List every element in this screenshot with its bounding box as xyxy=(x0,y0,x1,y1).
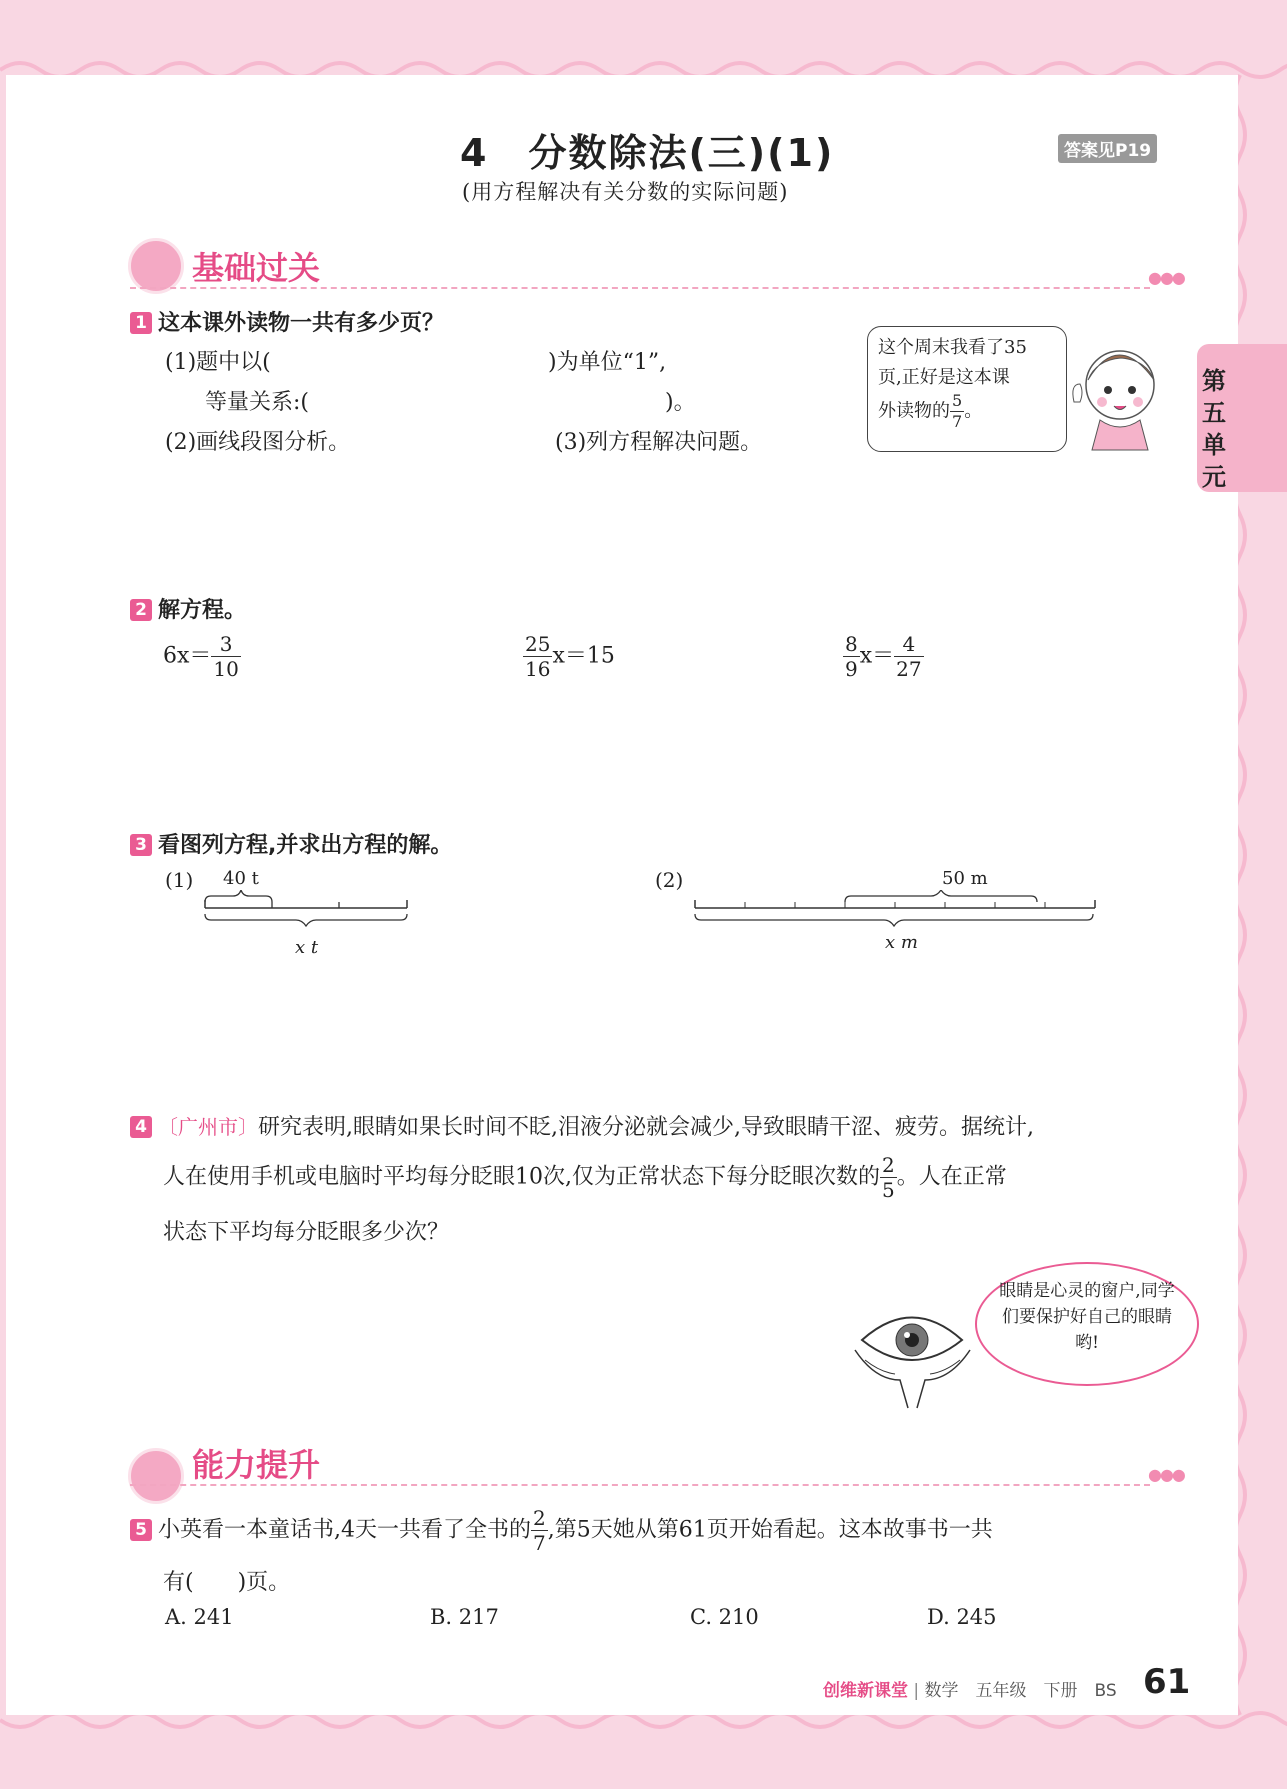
answer-reference-badge: 答案见P19 xyxy=(1058,134,1157,163)
diagram-2-top-label: 50 m xyxy=(942,868,988,889)
page-number: 61 xyxy=(1143,1662,1191,1702)
diagram-1-label: (1) xyxy=(165,868,194,892)
q4-line-2: 人在使用手机或电脑时平均每分眨眼10次,仅为正常状态下每分眨眼次数的 $\frac{2}{5}$ 。人在正常 xyxy=(163,1153,1007,1202)
option-d[interactable]: D. 245 xyxy=(927,1605,997,1629)
section-mascot-icon xyxy=(128,1448,184,1504)
footer-brand: 创维新课堂 xyxy=(823,1681,908,1701)
girl-character-icon xyxy=(1060,340,1175,452)
equation-2: $\frac{25}{16}$ x＝15 xyxy=(525,632,615,681)
bubble-line: 这个周末我看了35 xyxy=(878,337,1027,358)
diagram-1-bottom-label: x t xyxy=(295,937,319,958)
dots-decoration-icon: ●●● xyxy=(1148,268,1184,287)
fraction: $\frac{2}{7}$ xyxy=(533,1506,546,1555)
bubble-line: 页,正好是这本课 xyxy=(878,367,1010,388)
equation-1: 6x＝ $\frac{3}{10}$ xyxy=(163,632,239,681)
footer-book-info: 数学 五年级 下册 BS xyxy=(924,1681,1117,1701)
q1-equal-relation-end: )。 xyxy=(665,390,696,415)
section-divider xyxy=(130,287,1150,289)
question-number: 3 xyxy=(130,834,152,856)
q5-line-1: 5 小英看一本童话书,4天一共看了全书的 $\frac{2}{7}$ ,第5天她从第61页开始看起。这本故事书一共 xyxy=(130,1508,993,1553)
fraction: $\frac{5}{7}$ xyxy=(952,391,963,431)
dots-decoration-icon: ●●● xyxy=(1148,1465,1184,1484)
option-b[interactable]: B. 217 xyxy=(430,1605,499,1629)
question-number: 4 xyxy=(130,1116,152,1138)
eye-speech-bubble: 眼睛是心灵的窗户,同学们要保护好自己的眼睛哟! xyxy=(975,1262,1199,1386)
q1-part1: (1)题中以( xyxy=(165,350,271,375)
q1-part2: (2)画线段图分析。 xyxy=(165,430,351,455)
footer-info: 创维新课堂 | 数学 五年级 下册 BS xyxy=(823,1681,1117,1701)
fraction: $\frac{2}{5}$ xyxy=(882,1153,895,1202)
question-3 xyxy=(130,828,452,859)
question-number: 2 xyxy=(130,599,152,621)
eye-in-hands-icon xyxy=(850,1300,975,1410)
q1-equal-relation: 等量关系:( xyxy=(205,390,309,415)
question-text: 这本课外读物一共有多少页？ xyxy=(158,311,445,336)
equation-3: $\frac{8}{9}$ x＝ $\frac{4}{27}$ xyxy=(845,632,922,681)
q4-line-1 xyxy=(130,1110,1034,1141)
section-divider xyxy=(130,1484,1150,1486)
bubble-line: 外读物的 $\frac{5}{7}$ 。 xyxy=(878,391,983,431)
question-text: 看图列方程,并求出方程的解。 xyxy=(158,833,453,858)
q4-line-3: 状态下平均每分眨眼多少次？ xyxy=(163,1220,450,1245)
lesson-title: 4 分数除法(三)(1) xyxy=(460,131,835,175)
option-a[interactable]: A. 241 xyxy=(165,1605,234,1629)
question-2 xyxy=(130,593,246,624)
region-tag: 〔广州市〕 xyxy=(158,1115,258,1139)
diagram-2-bottom-label: x m xyxy=(885,932,918,953)
q5-line-2: 有( )页。 xyxy=(163,1570,291,1595)
diagram-1-top-label: 40 t xyxy=(223,868,259,889)
q1-part3: (3)列方程解决问题。 xyxy=(555,430,763,455)
section-mascot-icon xyxy=(128,238,184,294)
question-number: 1 xyxy=(130,312,152,334)
diagram-2-label: (2) xyxy=(655,868,684,892)
question-text: 解方程。 xyxy=(158,598,247,623)
question-number: 5 xyxy=(130,1519,152,1541)
section-title-advanced: 能力提升 xyxy=(192,1446,321,1484)
q1-speech-bubble xyxy=(867,326,1067,452)
unit-tab-label: 第五单元 xyxy=(1202,367,1226,491)
option-c[interactable]: C. 210 xyxy=(690,1605,759,1629)
section-title-basic: 基础过关 xyxy=(192,249,321,287)
q1-part1-end: )为单位“1”, xyxy=(548,350,667,375)
q4-line-1-text: 研究表明,眼睛如果长时间不眨,泪液分泌就会减少,导致眼睛干涩、疲劳。据统计, xyxy=(258,1115,1034,1140)
question-1 xyxy=(130,306,444,337)
lesson-subtitle: (用方程解决有关分数的实际问题) xyxy=(462,180,789,204)
